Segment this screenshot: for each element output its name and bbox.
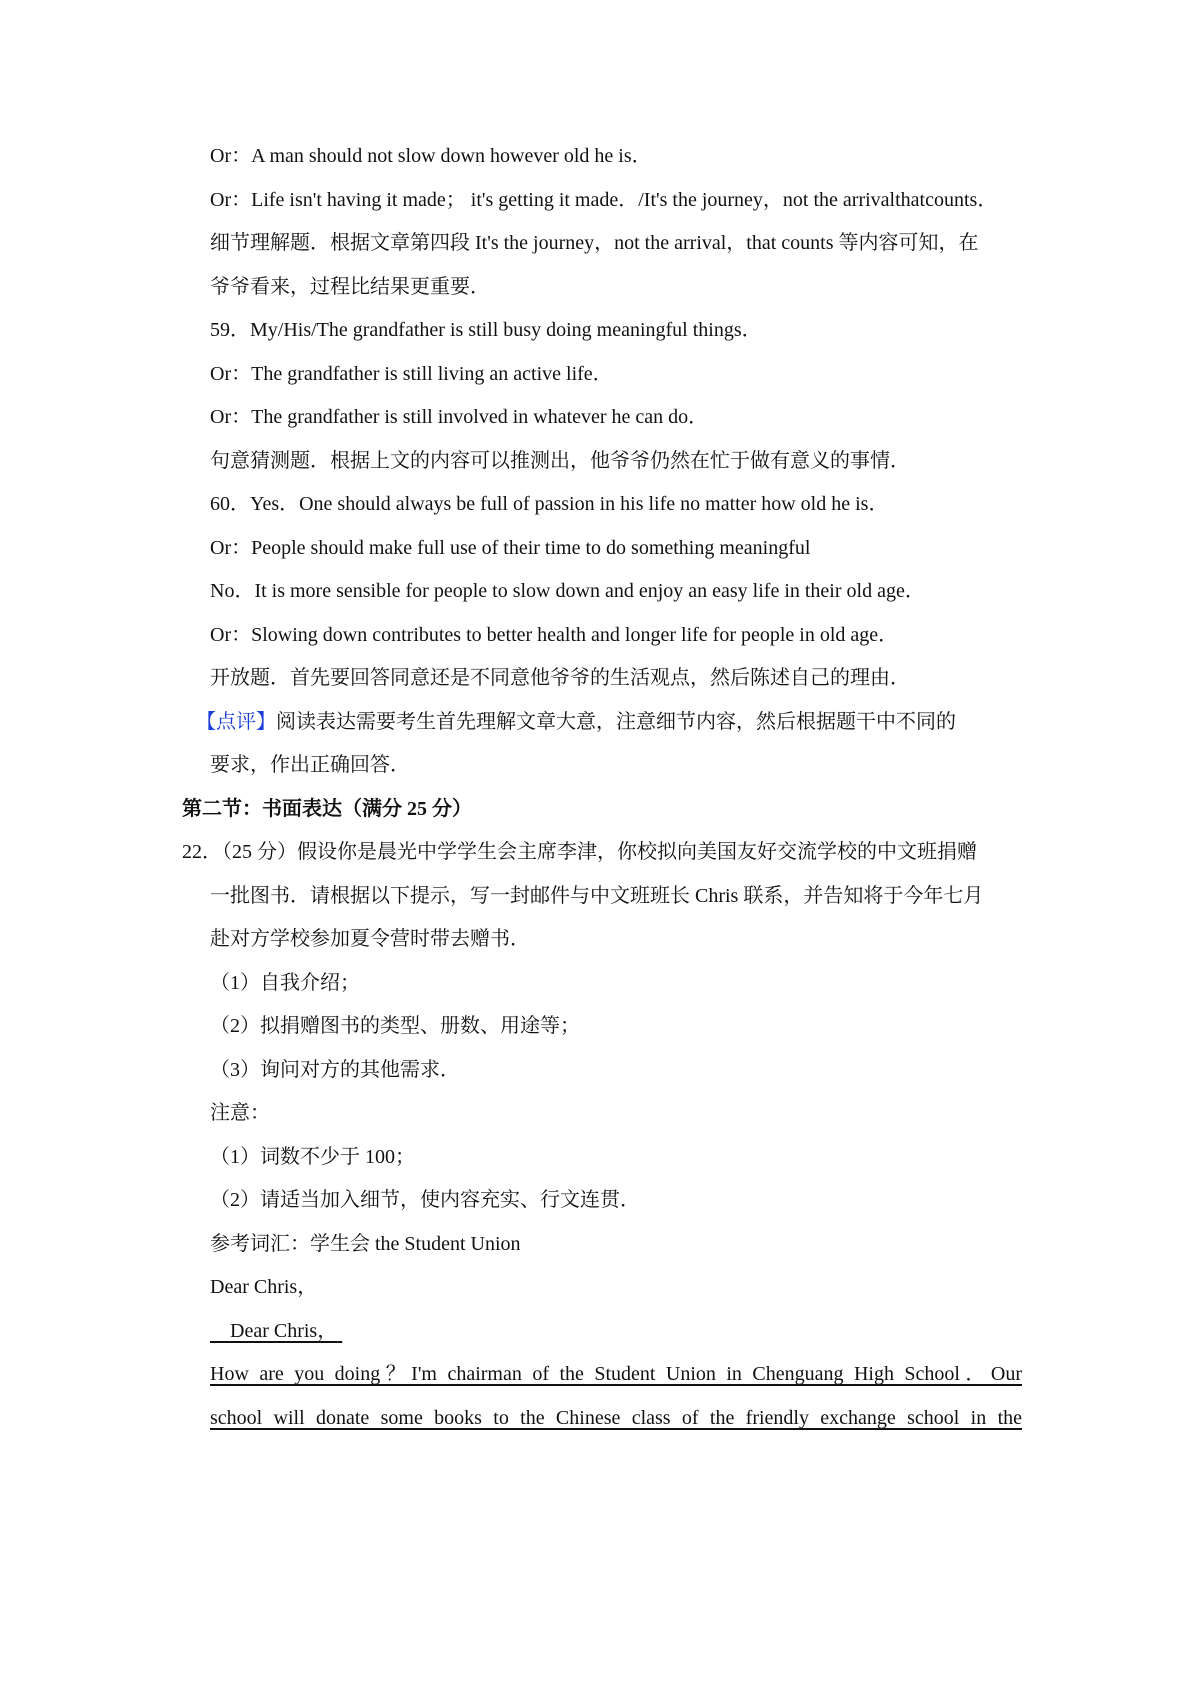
answer-line: Or：Slowing down contributes to better health and longer life for people in old age． bbox=[210, 624, 899, 646]
analysis-line: 爷爷看来，过程比结果更重要． bbox=[210, 276, 490, 298]
analysis-line: 开放题．首先要回答同意还是不同意他爷爷的生活观点，然后陈述自己的理由． bbox=[210, 667, 910, 689]
question-line: 一批图书．请根据以下提示，写一封邮件与中文班班长 Chris 联系，并告知将于今年七月 bbox=[210, 885, 984, 907]
section-heading: 第二节：书面表达（满分 25 分） bbox=[182, 798, 472, 820]
essay-line: How are you doing？I'm chairman of the Student Union in Chenguang High School．Our bbox=[210, 1363, 1022, 1385]
question-line: 赴对方学校参加夏令营时带去赠书． bbox=[210, 928, 530, 950]
analysis-line: 细节理解题．根据文章第四段 It's the journey，not the arrival，that counts 等内容可知，在 bbox=[210, 232, 979, 254]
answer-line: No．It is more sensible for people to slow down and enjoy an easy life in their old age． bbox=[210, 580, 925, 602]
answer-line: Or：The grandfather is still living an active life． bbox=[210, 363, 613, 385]
question-point: （3）询问对方的其他需求． bbox=[210, 1059, 460, 1081]
comment-text: 阅读表达需要考生首先理解文章大意，注意细节内容，然后根据题干中不同的 bbox=[276, 711, 956, 733]
question-point: （1）自我介绍； bbox=[210, 972, 360, 994]
answer-line: Or：The grandfather is still involved in whatever he can do． bbox=[210, 406, 709, 428]
note-item: （1）词数不少于 100； bbox=[210, 1146, 415, 1168]
notes-label: 注意： bbox=[210, 1102, 270, 1124]
answer-line: 59．My/His/The grandfather is still busy doing meaningful things． bbox=[210, 319, 762, 341]
comment-line bbox=[196, 709, 956, 735]
answer-line: Or：People should make full use of their time to do something meaningful bbox=[210, 537, 811, 559]
answer-line: Or：A man should not slow down however old he is． bbox=[210, 145, 652, 167]
comment-line-2: 要求，作出正确回答． bbox=[210, 754, 410, 776]
essay-line: school will donate some books to the Chinese class of the friendly exchange school in the bbox=[210, 1407, 1022, 1429]
answer-salutation bbox=[210, 1318, 342, 1344]
comment-tag: 【点评】 bbox=[196, 711, 276, 733]
answer-line: Or：Life isn't having it made； it's getting it made．/It's the journey，not the arrivalthatcounts． bbox=[210, 189, 998, 211]
analysis-line: 句意猜测题．根据上文的内容可以推测出，他爷爷仍然在忙于做有意义的事情． bbox=[210, 450, 910, 472]
question-line: 22．（25 分）假设你是晨光中学学生会主席李津，你校拟向美国友好交流学校的中文班捐赠 bbox=[182, 841, 977, 863]
note-item: （2）请适当加入细节，使内容充实、行文连贯． bbox=[210, 1189, 640, 1211]
answer-salutation-text: Dear Chris， bbox=[230, 1320, 338, 1342]
question-point: （2）拟捐赠图书的类型、册数、用途等； bbox=[210, 1015, 580, 1037]
salutation: Dear Chris， bbox=[210, 1276, 318, 1298]
vocab-line: 参考词汇：学生会 the Student Union bbox=[210, 1233, 521, 1255]
answer-line: 60．Yes．One should always be full of passion in his life no matter how old he is． bbox=[210, 493, 889, 515]
